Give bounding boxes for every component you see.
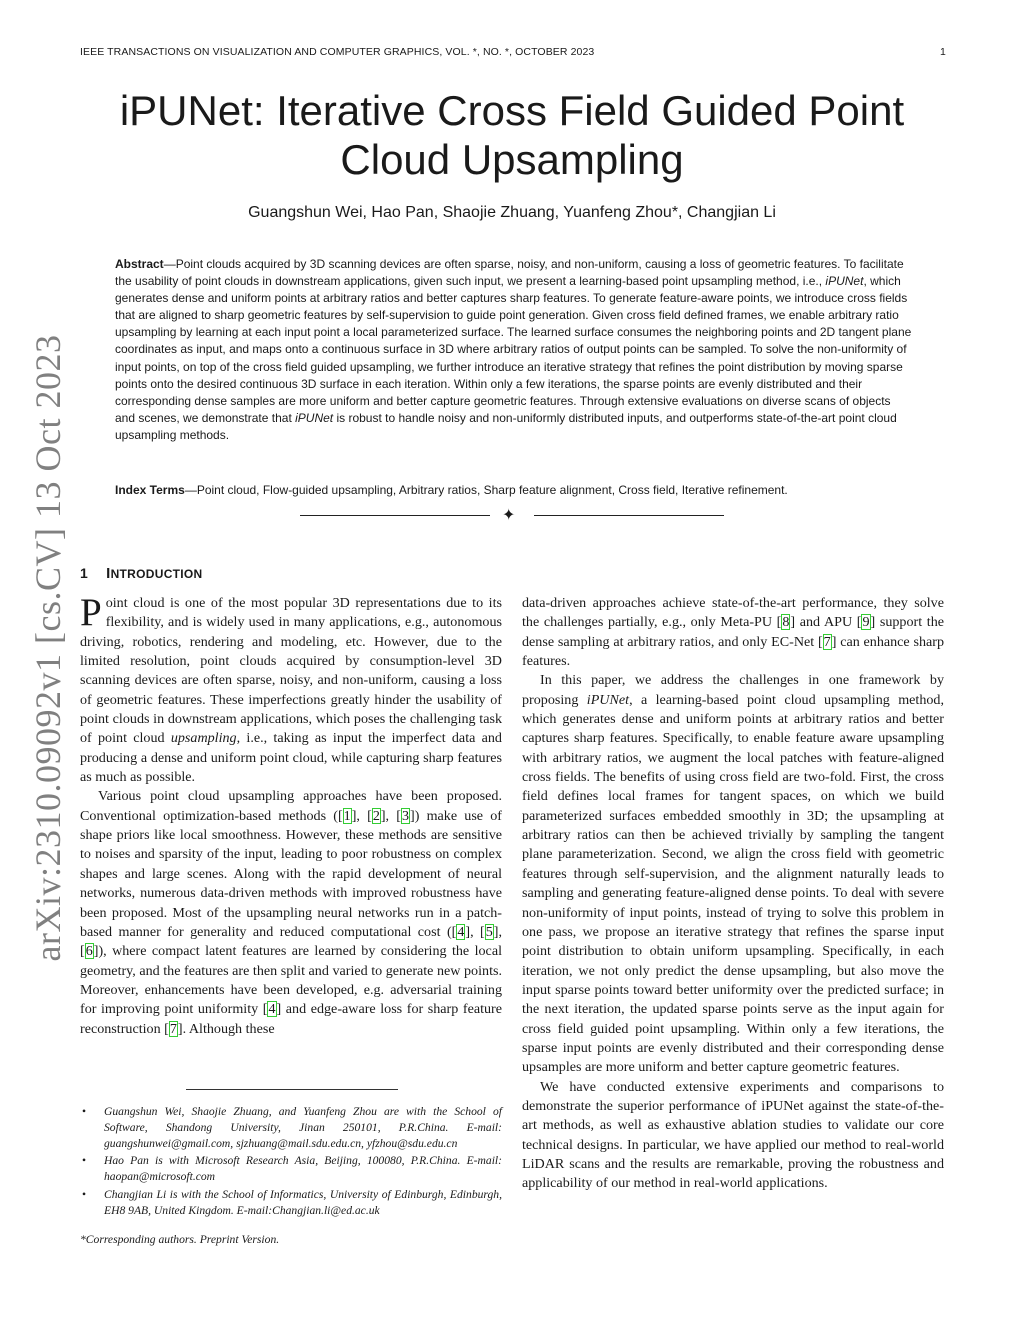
citation-link[interactable]: 7 xyxy=(169,1020,177,1037)
divider-line-right xyxy=(534,515,724,516)
bullet-icon: • xyxy=(82,1154,87,1168)
intro-paragraph-1 xyxy=(80,591,502,787)
bullet-icon: • xyxy=(82,1187,87,1201)
text-run: , a learning-based point cloud upsampling method, which generates dense and uniform points at arbitrary ratios and better captures sharp features. Specifically, to enable feature aware upsampling with arbitrary ratios, we augment the local patches with feature-aligned cross fields. The benefits of using cross field are two-fold. First, the cross field defines local frames for tangent spaces, on which we build parameterized surfaces embedded smoothly in 3D; the upsampling at arbitrary ratios can then be achieved trivially by sampling the tangent plane parameterization. Second, we align the cross field with geometric features through self-supervision, and the alignment naturally leads to sampling and generating feature-aligned dense points. To deal with severe non-uniformity of input points, instead of trying to solve this problem in one pass, we propose an iterative strategy that refines the sparse input point distribution to obtain uniform upsampling. Specifically, in each iteration, we not only predict the dense upsampling, but also move the input sparse points toward better uniformity over the predicted surface; in the next iteration, the updated sparse points serve as the input again for cross field guided point upsampling. Within only a few iterations, the sparse input points are evenly distributed and their corresponding dense upsamples are more uniform and better capture geometric features. xyxy=(522,691,945,1076)
citation-link[interactable]: 4 xyxy=(268,1001,276,1018)
intro-paragraph-2 xyxy=(80,787,502,1038)
text-run: ] and APU [ xyxy=(790,614,862,631)
text-run: , i.e., taking as input the imperfect data and producing a dense and uniform point cloud, while capturing sharp features as much as possible. xyxy=(80,730,502,786)
footnote-text: Changjian Li is with the School of Informatics, University of Edinburgh, Edinburgh, EH8 9AB, United Kingdom. E-mail:Changjian.li@ed.ac.uk xyxy=(104,1187,502,1217)
text-run: ], [ xyxy=(351,807,372,824)
footnote-rule xyxy=(186,1089,398,1090)
drop-cap: P xyxy=(80,591,102,634)
text-run: ], [ xyxy=(465,923,485,940)
text-run: Various point cloud upsampling approaches have been proposed. Conventional optimization-based methods ([ xyxy=(80,788,502,824)
section-divider xyxy=(300,506,724,526)
citation-link[interactable]: 5 xyxy=(485,923,493,940)
emphasis-upsampling: upsampling xyxy=(170,730,237,747)
page-number: 1 xyxy=(940,46,946,58)
intro-paragraph-3 xyxy=(522,594,944,671)
footnote-affiliation-3 xyxy=(80,1187,502,1219)
index-terms-text: —Point cloud, Flow-guided upsampling, Arbitrary ratios, Sharp feature alignment, Cross field, Iterative refinement. xyxy=(184,483,788,497)
abstract-method-name-2: iPUNet xyxy=(295,410,334,425)
abstract-text-3: is robust to handle noisy and non-uniformly distributed inputs, and outperforms state-of-the-art point cloud upsampling methods. xyxy=(115,410,897,442)
text-run: ]) make use of shape priors like local smoothness. However, these methods are sensitive to noises and sparsity of the input, leading to poor robustness on complex shapes and large scenes. Along with the rapid development of neural networks, numerous data-driven methods with improved robustness have been proposed. Most of the upsampling neural networks run in a patch-based manner for generality and reduced computational cost ([ xyxy=(80,807,502,940)
text-run: data-driven approaches achieve state-of-the-art performance, they solve the challenges partially, e.g., only Meta-PU [ xyxy=(522,595,944,631)
text-run: ] and edge-aware loss for sharp feature reconstruction [ xyxy=(80,1001,502,1037)
citation-link[interactable]: 9 xyxy=(862,614,870,631)
text-run: oint cloud is one of the most popular 3D representations due to its flexibility, and is widely used in many applications, e.g., autonomous driving, robotics, rendering and modeling, etc. However, due to the limited resolution, point clouds acquired by consumption-level 3D scanning devices are often sparse, noisy, and non-uniform, causing a loss of geometric features. These imperfections greatly hinder the usability of point clouds in downstream applications, which poses the challenging task of point cloud xyxy=(80,595,502,747)
footnote-text: Guangshun Wei, Shaojie Zhuang, and Yuanfeng Zhou are with the School of Software, Shandong University, Jinan 250101, P.R.China. E-mail: guangshunwei@gmail.com, sjzhuang@mail.sdu.edu.cn, yfzhou@sdu.edu.cn xyxy=(104,1105,502,1150)
citation-link[interactable]: 2 xyxy=(372,807,380,824)
footnotes xyxy=(80,1104,502,1247)
corresponding-author-note: *Corresponding authors. Preprint Version. xyxy=(80,1232,280,1246)
author-list: Guangshun Wei, Hao Pan, Shaojie Zhuang, Yuanfeng Zhou*, Changjian Li xyxy=(248,204,776,221)
text-run: ] can enhance sharp features. xyxy=(522,633,944,670)
abstract-method-name-1: iPUNet xyxy=(825,274,864,289)
citation-link[interactable]: 1 xyxy=(343,807,351,824)
arxiv-identifier[interactable]: arXiv:2310.09092v1 [cs.CV] 13 Oct 2023 xyxy=(28,334,68,962)
text-run: ], [ xyxy=(380,807,401,824)
intro-paragraph-4 xyxy=(522,671,944,1077)
citation-link[interactable]: 4 xyxy=(457,923,465,940)
text-run: ]), where compact latent features are learned by considering the local geometry, and the features are then split and varied to generate new points. Moreover, enhancements have been developed, e.g. adversarial training for improving point uniformity [ xyxy=(80,943,502,1018)
text-run: ], [ xyxy=(80,923,503,960)
section-title: INTRODUCTION xyxy=(106,565,203,582)
running-header xyxy=(80,46,946,58)
footnote-affiliation-1 xyxy=(80,1104,502,1151)
footnote-text: Hao Pan is with Microsoft Research Asia, Beijing, 100080, P.R.China. E-mail: haopan@microsoft.com xyxy=(104,1154,502,1184)
divider-star-icon: ✦ xyxy=(502,505,516,524)
text-run: ] support the dense sampling at arbitrary ratios, and only EC-Net [ xyxy=(522,614,944,650)
divider-line-left xyxy=(300,515,490,516)
index-terms-label: Index Terms xyxy=(115,483,185,497)
intro-paragraph-5: We have conducted extensive experiments and comparisons to demonstrate the superior performance of iPUNet against the state-of-the-art methods, as well as exhaustive ablation studies to validate our core technical designs. In particular, we have applied our method to real-world LiDAR scans and the results are remarkable, proving the robustness and applicability of our method in real-world applications. xyxy=(522,1078,944,1192)
section-number: 1 xyxy=(80,565,89,581)
right-column xyxy=(522,594,944,1194)
abstract xyxy=(115,256,912,444)
citation-link[interactable]: 3 xyxy=(401,807,409,824)
abstract-text-1: —Point clouds acquired by 3D scanning devices are often sparse, noisy, and non-uniform, causing a loss of geometric features. To facilitate the usability of point clouds in downstream applications, given such input, we present a learning-based point upsampling method, i.e., xyxy=(115,257,904,289)
text-run: In this paper, we address the challenges in one framework by proposing xyxy=(522,672,944,708)
citation-link[interactable]: 8 xyxy=(782,614,790,631)
citation-link[interactable]: 7 xyxy=(823,633,831,650)
bullet-icon: • xyxy=(82,1105,87,1118)
abstract-label: Abstract xyxy=(115,257,164,271)
citation-link[interactable]: 6 xyxy=(85,943,93,960)
journal-name: IEEE TRANSACTIONS ON VISUALIZATION AND COMPUTER GRAPHICS, VOL. *, NO. *, OCTOBER 2023 xyxy=(80,46,595,58)
emphasis-method-name: iPUNet xyxy=(586,691,630,708)
index-terms xyxy=(115,482,912,499)
abstract-text-2: , which generates dense and uniform points at arbitrary ratios and better captures sharp features. To generate feature-aware points, we introduce cross fields that are aligned to sharp geometric features by self-supervision to guide point generation. Given cross field defined frames, we enable arbitrary ratio upsampling by learning at each input point a local parameterized surface. The learned surface consumes the neighboring points and 2D tangent plane coordinates as input, and maps onto a continuous surface in 3D where arbitrary ratios of output points can be sampled. To solve the non-uniformity of input points, on top of the cross field guided upsampling, we further introduce an iterative strategy that refines the point distribution by moving sparse points onto the desired continuous 3D surface in each iteration. Within only a few iterations, the sparse points are evenly distributed and their corresponding dense samples are more uniform and better capture geometric features. Through extensive evaluations on diverse scans of objects and scenes, we demonstrate that xyxy=(115,274,912,425)
section-heading xyxy=(80,565,203,582)
footnote-affiliation-2 xyxy=(80,1153,502,1185)
text-run: ]. Although these xyxy=(177,1020,275,1037)
paper-title: iPUNet: Iterative Cross Field Guided Point Cloud Upsampling xyxy=(119,87,905,183)
left-column xyxy=(80,591,503,1039)
